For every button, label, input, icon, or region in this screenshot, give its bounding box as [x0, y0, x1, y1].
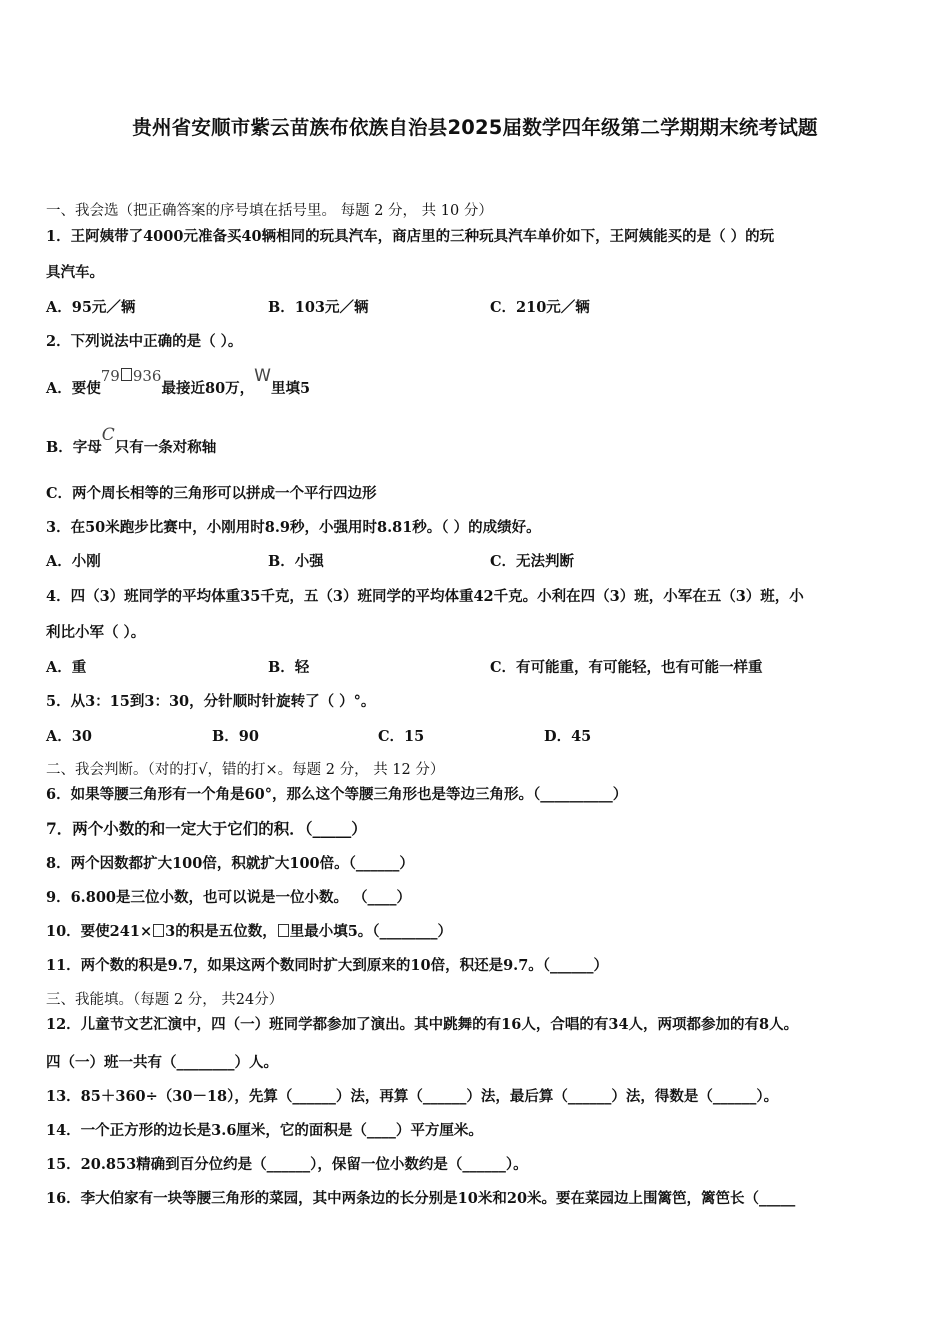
question-3-option-a: A．小刚: [46, 553, 101, 570]
question-2-option-b-suffix: 只有一条对称轴: [114, 439, 217, 456]
question-5-option-a: A．30: [46, 728, 92, 745]
question-5-option-d: D．45: [544, 728, 592, 745]
question-2-option-a-middle: 最接近80万，: [161, 380, 255, 397]
question-2-option-b-prefix: B．字母: [46, 439, 102, 456]
question-9: 9．6.800是三位小数，也可以说是一位小数。 （____）: [46, 889, 412, 906]
question-1-option-b: B．103元／辆: [268, 299, 369, 316]
question-2-option-a-prefix: A．要使: [46, 380, 101, 397]
question-7: 7．两个小数的和一定大于它们的积．（_____）: [46, 819, 367, 838]
question-10-middle: 3的积是五位数，: [165, 923, 277, 940]
question-2-number-right: 936: [132, 367, 162, 385]
question-5-option-b: B．90: [212, 728, 259, 745]
question-4-options: [46, 658, 763, 678]
section-heading-fill: 三、我能填。（每题 2 分， 共24分）: [46, 992, 284, 1008]
question-10-suffix: 里最小填5。（________）: [289, 923, 453, 940]
question-4-stem-line-1: 4．四（3）班同学的平均体重35千克，五（3）班同学的平均体重42千克。小利在四（3）班，小军在五（3）班，小: [46, 588, 804, 605]
question-2-option-a-suffix: 里填5: [270, 380, 311, 397]
question-4-stem-line-2: 利比小军（ ）。: [46, 624, 146, 641]
section-heading-choice: 一、我会选（把正确答案的序号填在括号里。 每题 2 分， 共 10 分）: [46, 203, 493, 219]
blank-box-icon: [278, 924, 289, 937]
question-2-number-with-box: [101, 367, 162, 385]
question-1-stem-line-1: 1．王阿姨带了4000元准备买40辆相同的玩具汽车，商店里的三种玩具汽车单价如下，王阿姨能买的是（ ）的玩: [46, 228, 775, 245]
question-5-option-c: C．15: [378, 728, 425, 745]
question-2-option-a: [46, 366, 311, 399]
question-11: 11．两个数的积是9.7，如果这两个数同时扩大到原来的10倍，积还是9.7。（______）: [46, 957, 609, 974]
blank-box-icon: [153, 924, 164, 937]
question-12-line-1: 12．儿童节文艺汇演中，四（一）班同学都参加了演出。其中跳舞的有16人，合唱的有34人，两项都参加的有8人。: [46, 1016, 799, 1033]
question-3-option-c: C．无法判断: [490, 553, 575, 570]
section-heading-judge: 二、我会判断。（对的打√，错的打×。每题 2 分， 共 12 分）: [46, 762, 445, 778]
question-15: 15．20.853精确到百分位约是（______），保留一位小数约是（______）。: [46, 1156, 528, 1173]
question-2-option-c: C．两个周长相等的三角形可以拼成一个平行四边形: [46, 485, 377, 502]
question-5-stem: 5．从3：15到3：30，分针顺时针旋转了（ ）°。: [46, 693, 376, 710]
question-4-option-b: B．轻: [268, 659, 310, 676]
question-4-option-c: C．有可能重，有可能轻，也有可能一样重: [490, 659, 763, 676]
question-13: 13．85＋360÷（30－18），先算（______）法，再算（______）法，最后算（______）法，得数是（______）。: [46, 1088, 779, 1105]
question-2-variable: W: [254, 366, 271, 386]
page-title: 贵州省安顺市紫云苗族布依族自治县2025届数学四年级第二学期期末统考试题: [132, 116, 818, 139]
question-1-option-c: C．210元／辆: [490, 299, 590, 316]
question-1-option-a: A．95元／辆: [46, 299, 136, 316]
question-8: 8．两个因数都扩大100倍，积就扩大100倍。（______）: [46, 855, 414, 872]
question-3-options: [46, 552, 574, 572]
question-1-stem-line-2: 具汽车。: [46, 264, 104, 281]
blank-box-icon: [121, 368, 132, 381]
question-3-stem: 3．在50米跑步比赛中，小刚用时8.9秒，小强用时8.81秒。（ ）的成绩好。: [46, 519, 541, 536]
question-2-letter-c: C: [101, 425, 115, 445]
question-2-option-b: [46, 425, 217, 458]
question-6: 6．如果等腰三角形有一个角是60°，那么这个等腰三角形也是等边三角形。（__________）: [46, 786, 628, 803]
question-16: 16．李大伯家有一块等腰三角形的菜园，其中两条边的长分别是10米和20米。要在菜园边上围篱笆，篱笆长（_____: [46, 1190, 796, 1207]
question-5-options: [46, 727, 591, 747]
question-2-number-left: 79: [100, 367, 120, 385]
question-4-option-a: A．重: [46, 659, 87, 676]
question-10-prefix: 10．要使241×: [46, 923, 153, 940]
question-3-option-b: B．小强: [268, 553, 324, 570]
question-1-options: [46, 298, 590, 318]
question-14: 14．一个正方形的边长是3.6厘米，它的面积是（____）平方厘米。: [46, 1122, 483, 1139]
question-2-stem: 2．下列说法中正确的是（ ）。: [46, 333, 243, 350]
question-12-line-2: 四（一）班一共有（________）人。: [46, 1054, 278, 1071]
question-10: [46, 922, 452, 942]
